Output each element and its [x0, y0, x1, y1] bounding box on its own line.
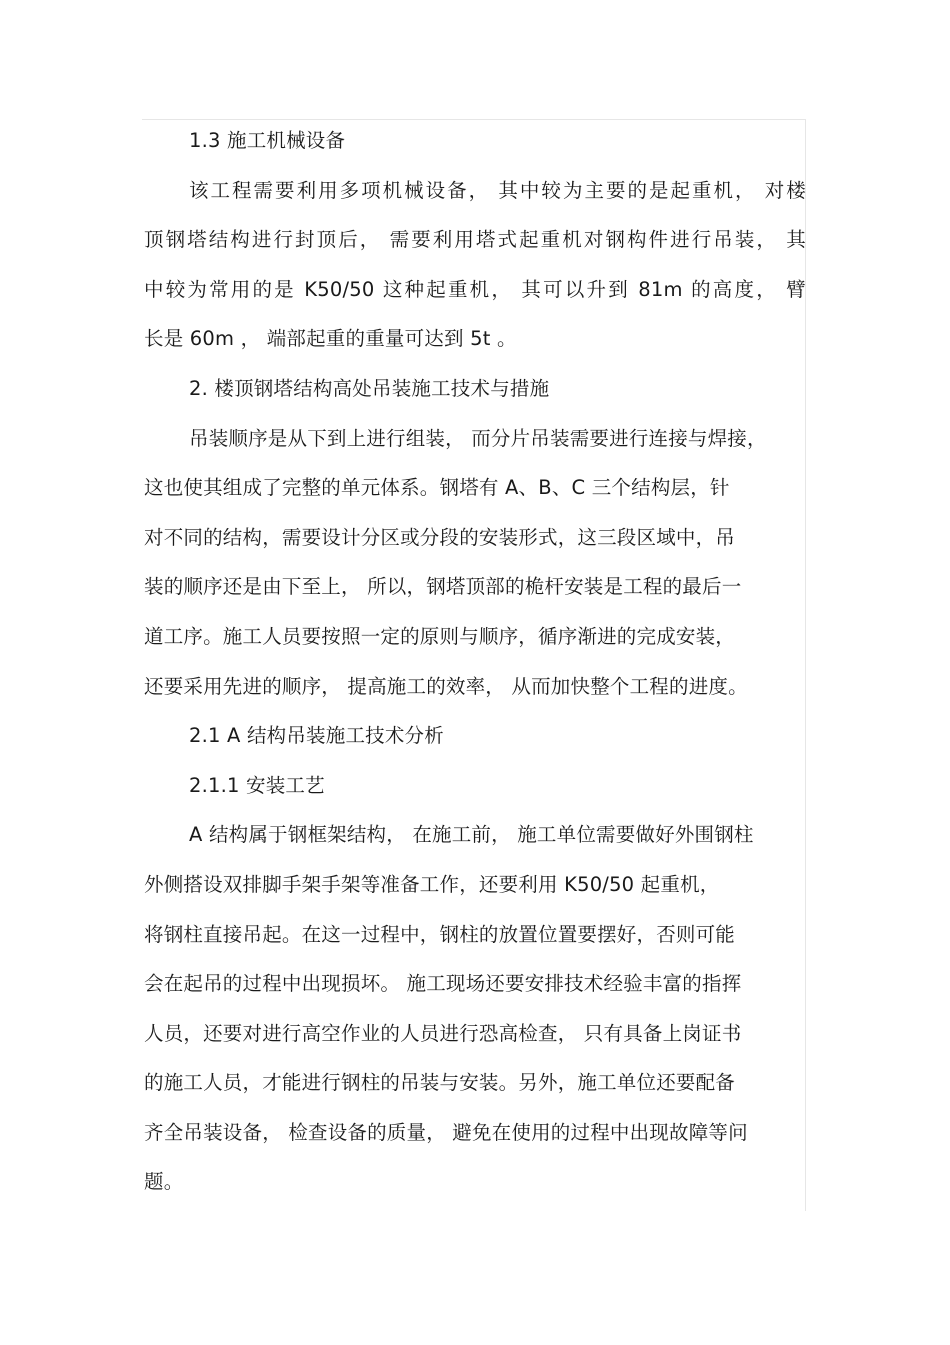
- section-heading-2: 2. 楼顶钢塔结构高处吊装施工技术与措施: [189, 376, 550, 400]
- paragraph-line: 的施工人员，才能进行钢柱的吊装与安装。另外，施工单位还要配备: [144, 1071, 736, 1095]
- paragraph-line: 顶钢塔结构进行封顶后， 需要利用塔式起重机对钢构件进行吊装， 其: [144, 228, 806, 252]
- paragraph-line: 还要采用先进的顺序， 提高施工的效率， 从而加快整个工程的进度。: [144, 674, 748, 698]
- paragraph-line: 对不同的结构，需要设计分区或分段的安装形式，这三段区域中，吊: [144, 525, 736, 549]
- paragraph-line: 会在起吊的过程中出现损坏。 施工现场还要安排技术经验丰富的指挥: [144, 972, 742, 996]
- paragraph-line: 这也使其组成了完整的单元体系。钢塔有 A、B、C 三个结构层，针: [144, 476, 730, 500]
- section-heading-2-1-1: 2.1.1 安装工艺: [189, 773, 325, 797]
- paragraph-line: A 结构属于钢框架结构， 在施工前， 施工单位需要做好外围钢柱: [189, 823, 754, 847]
- paragraph-line: 将钢柱直接吊起。在这一过程中，钢柱的放置位置要摆好，否则可能: [144, 922, 736, 946]
- section-heading-1-3: 1.3 施工机械设备: [189, 129, 346, 152]
- paragraph-line: 装的顺序还是由下至上， 所以，钢塔顶部的桅杆安装是工程的最后一: [144, 575, 742, 599]
- paragraph-line: 该工程需要利用多项机械设备， 其中较为主要的是起重机， 对楼: [189, 178, 806, 202]
- paragraph-line: 人员，还要对进行高空作业的人员进行恐高检查， 只有具备上岗证书: [144, 1021, 742, 1045]
- paragraph-line: 吊装顺序是从下到上进行组装， 而分片吊装需要进行连接与焊接，: [189, 426, 767, 450]
- paragraph-line: 长是 60m ， 端部起重的重量可达到 5t 。: [144, 327, 517, 351]
- section-heading-2-1: 2.1 A 结构吊装施工技术分析: [189, 724, 444, 748]
- paragraph-line: 道工序。施工人员要按照一定的原则与顺序，循序渐进的完成安装，: [144, 624, 736, 648]
- paragraph-line: 外侧搭设双排脚手架手架等准备工作，还要利用 K50/50 起重机，: [144, 872, 720, 896]
- paragraph-line: 齐全吊装设备， 检查设备的质量， 避免在使用的过程中出现故障等问: [144, 1120, 748, 1144]
- document-body: [144, 126, 806, 1217]
- paragraph-line: 题。: [144, 1170, 184, 1194]
- paragraph-line: 中较为常用的是 K50/50 这种起重机， 其可以升到 81m 的高度， 臂: [144, 277, 806, 301]
